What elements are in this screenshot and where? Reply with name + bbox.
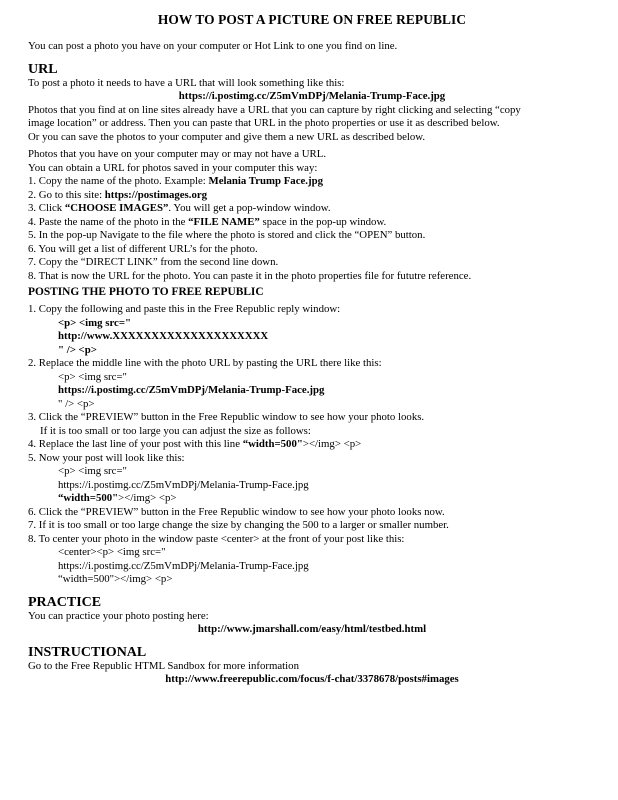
posting-step-3-cont: If it is too small or too large you can adjust the size as follows: xyxy=(40,424,311,437)
page-title: HOW TO POST A PICTURE ON FREE REPUBLIC xyxy=(157,12,467,27)
code-line: " /> <p> xyxy=(58,343,97,356)
url-paragraph-line: Photos that you have on your computer may or may not have a URL. xyxy=(28,148,327,160)
posting-heading: POSTING THE PHOTO TO FREE REPUBLIC xyxy=(28,286,264,298)
practice-link[interactable]: http://www.jmarshall.com/easy/html/testbed.html xyxy=(197,623,427,635)
posting-step-3: 3. Click the “PREVIEW” button in the Free Republic window to see how your photo looks. xyxy=(28,411,425,423)
posting-step-7: 7. If it is too small or too large change the size by changing the 500 to a larger or smaller number. xyxy=(28,519,449,531)
posting-step-8: 8. To center your photo in the window paste <center> at the front of your post like this: xyxy=(28,532,405,545)
url-step-4: 4. Paste the name of the photo in the “FILE NAME” space in the pop-up window. xyxy=(28,215,387,228)
url-paragraph-line: Photos that you find at on line sites already have a URL that you can capture by right clicking and selecting “copy xyxy=(28,103,521,116)
code-line: <center><p> <img src=" xyxy=(58,546,166,558)
url-paragraph-line: You can obtain a URL for photos saved in your computer this way: xyxy=(28,161,318,174)
instructional-link[interactable]: http://www.freerepublic.com/focus/f-chat/3378678/posts#images xyxy=(165,673,459,685)
posting-step-4: 4. Replace the last line of your post with this line “width=500"></img> <p> xyxy=(28,438,362,450)
url-step-6: 6. You will get a list of different URL’s for the photo. xyxy=(28,242,258,255)
posting-step-2: 2. Replace the middle line with the photo URL by pasting the URL there like this: xyxy=(28,357,382,369)
url-step-3: 3. Click “CHOOSE IMAGES”. You will get a pop-window window. xyxy=(28,202,331,214)
url-step-5: 5. In the pop-up Navigate to the file where the photo is stored and click the “OPEN” button. xyxy=(28,229,426,241)
code-line: <p> <img src=" xyxy=(58,465,127,477)
url-step-7: 7. Copy the “DIRECT LINK” from the second line down. xyxy=(28,256,279,268)
practice-text: You can practice your photo posting here: xyxy=(28,609,209,622)
code-line: “width=500"></img> <p> xyxy=(58,573,173,585)
code-line: https://i.postimg.cc/Z5mVmDPj/Melania-Trump-Face.jpg xyxy=(58,384,325,396)
posting-step-1: 1. Copy the following and paste this in the Free Republic reply window: xyxy=(28,303,341,315)
code-line: https://i.postimg.cc/Z5mVmDPj/Melania-Trump-Face.jpg xyxy=(58,559,309,572)
url-paragraph-line: image location” or address. Then you can paste that URL in the photo properties or use it as described below. xyxy=(28,117,500,129)
url-paragraph-line: Or you can save the photos to your computer and give them a new URL as described below. xyxy=(28,130,426,143)
practice-heading: PRACTICE xyxy=(28,594,102,610)
url-paragraph: To post a photo it needs to have a URL that will look something like this: xyxy=(28,76,345,89)
intro-text: You can post a photo you have on your computer or Hot Link to one you find on line. xyxy=(28,40,398,52)
code-line: <p> <img src=" xyxy=(58,316,131,329)
code-line: http://www.XXXXXXXXXXXXXXXXXXXX xyxy=(58,330,269,342)
code-line: https://i.postimg.cc/Z5mVmDPj/Melania-Trump-Face.jpg xyxy=(58,478,309,491)
code-line: <p> <img src=" xyxy=(58,370,127,383)
url-step-8: 8. That is now the URL for the photo. You can paste it in the photo properties file for fututre reference. xyxy=(28,269,472,282)
url-step-1: 1. Copy the name of the photo. Example: Melania Trump Face.jpg xyxy=(28,175,323,187)
instructional-heading: INSTRUCTIONAL xyxy=(28,644,147,660)
url-step-2: 2. Go to this site: https://postimages.org xyxy=(28,188,208,201)
posting-step-6: 6. Click the “PREVIEW” button in the Free Republic window to see how your photo looks now. xyxy=(28,505,445,518)
example-url: https://i.postimg.cc/Z5mVmDPj/Melania-Trump-Face.jpg xyxy=(178,90,446,102)
code-line: " /> <p> xyxy=(58,397,95,410)
code-line: “width=500"></img> <p> xyxy=(58,492,177,504)
posting-step-5: 5. Now your post will look like this: xyxy=(28,451,185,464)
instructional-text: Go to the Free Republic HTML Sandbox for more information xyxy=(28,659,299,672)
url-heading: URL xyxy=(28,61,58,77)
